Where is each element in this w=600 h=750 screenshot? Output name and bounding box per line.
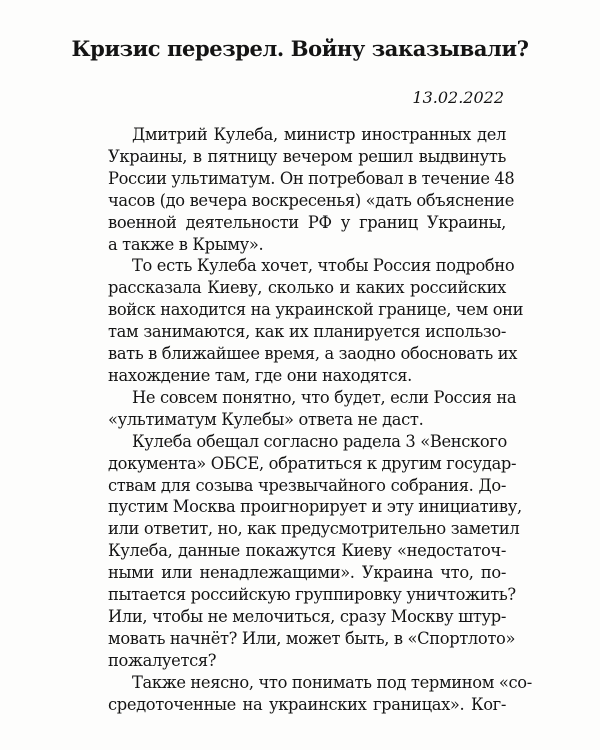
- text-line: или ответит, но, как предусмотрительно заметил: [108, 519, 520, 539]
- text-line: ными или ненадлежащими». Украина что, по-: [108, 563, 506, 583]
- text-line: Дмитрий Кулеба, министр иностранных дел: [132, 125, 506, 144]
- text-line: пустим Москва проигнорирует и эту инициативу,: [108, 497, 522, 517]
- text-line: часов (до вечера воскресенья) «дать объяснение: [108, 190, 514, 210]
- text-line: военной деятельности РФ у границ Украины,: [108, 212, 506, 232]
- article-title: Кризис перезрел. Войну заказывали?: [71, 36, 529, 61]
- article-date: 13.02.2022: [412, 88, 504, 107]
- text-line: там занимаются, как их планируется использо-: [108, 322, 506, 342]
- text-line: а также в Крыму».: [108, 234, 264, 254]
- text-line: вать в ближайшее время, а заодно обосновать их: [108, 344, 518, 364]
- text-line: мовать начнёт? Или, может быть, в «Спортлото»: [108, 628, 516, 648]
- text-line: Кулеба, данные покажутся Киеву «недостаточ-: [108, 541, 506, 561]
- text-line: «ультиматум Кулебы» ответа не даст.: [108, 409, 424, 429]
- text-line: пытается российскую группировку уничтожить?: [108, 585, 516, 605]
- text-line: Также неясно, что понимать под термином «со-: [132, 672, 532, 692]
- text-line: Кулеба обещал согласно радела 3 «Венского: [132, 431, 507, 451]
- text-line: войск находится на украинской границе, чем они: [108, 300, 524, 320]
- paragraph: [108, 255, 524, 386]
- text-line: Не совсем понятно, что будет, если Россия на: [132, 387, 517, 407]
- text-line: То есть Кулеба хочет, чтобы Россия подробно: [132, 256, 515, 276]
- paragraph: [108, 431, 522, 672]
- text-line: средоточенные на украинских границах». Ког-: [108, 694, 506, 714]
- paragraph: [108, 387, 517, 431]
- text-line: России ультиматум. Он потребовал в течение 48: [108, 168, 515, 188]
- text-line: документа» ОБСЕ, обратиться к другим государ-: [108, 453, 517, 473]
- text-line: Украины, в пятницу вечером решил выдвинуть: [108, 146, 506, 166]
- text-line: ствам для созыва чрезвычайного собрания. До-: [108, 475, 506, 495]
- paragraph: [108, 672, 532, 716]
- text-line: нахождение там, где они находятся.: [108, 365, 412, 385]
- text-line: рассказала Киеву, сколько и каких российских: [108, 278, 506, 298]
- text-line: пожалуется?: [108, 650, 217, 670]
- text-line: Или, чтобы не мелочиться, сразу Москву штур-: [108, 606, 506, 626]
- paragraph: [108, 124, 515, 255]
- article-body: [108, 124, 532, 715]
